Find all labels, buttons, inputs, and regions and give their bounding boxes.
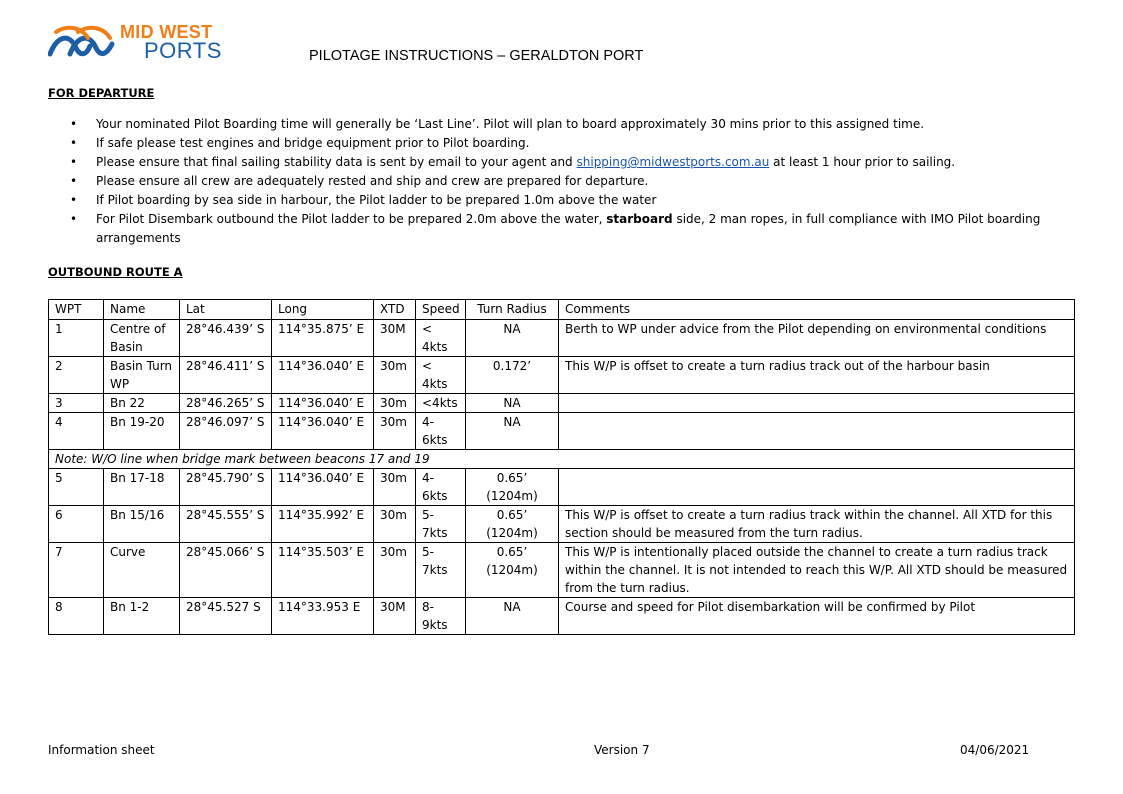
table-cell: 30m	[374, 413, 416, 450]
logo-line1: MID WEST	[120, 22, 213, 42]
table-cell: 28°46.265’ S	[180, 394, 272, 413]
email-link[interactable]: shipping@midwestports.com.au	[576, 155, 770, 169]
bullet-item: • If safe please test engines and bridge equipment prior to Pilot boarding.	[48, 134, 1048, 153]
table-cell: 6	[49, 506, 104, 543]
table-cell: NA	[466, 394, 559, 413]
table-body-b	[49, 469, 1075, 635]
table-cell: 114°35.992’ E	[272, 506, 374, 543]
table-cell	[559, 413, 1075, 450]
table-cell: 114°36.040’ E	[272, 469, 374, 506]
table-body-a	[49, 320, 1075, 450]
table-cell: Bn 19-20	[104, 413, 180, 450]
bullet-item: • If Pilot boarding by sea side in harbour, the Pilot ladder to be prepared 1.0m above the water	[48, 191, 1048, 210]
table-cell: Bn 17-18	[104, 469, 180, 506]
table-cell: < 4kts	[416, 357, 466, 394]
bullet-item: • Please ensure all crew are adequately rested and ship and crew are prepared for departure.	[48, 172, 1048, 191]
footer-date: 04/06/2021	[960, 743, 1030, 757]
table-cell: 30m	[374, 506, 416, 543]
bullet-item: • Please ensure that final sailing stability data is sent by email to your agent and shipping@midwestports.com.au at least 1 hour prior to sailing.	[48, 153, 1048, 172]
table-cell: Berth to WP under advice from the Pilot depending on environmental conditions	[559, 320, 1075, 357]
table-cell: 114°35.875’ E	[272, 320, 374, 357]
page-title: PILOTAGE INSTRUCTIONS – GERALDTON PORT	[309, 48, 644, 64]
logo-line2: PORTS	[144, 38, 222, 63]
table-cell: 28°46.411’ S	[180, 357, 272, 394]
column-header: Long	[272, 300, 374, 320]
departure-heading: FOR DEPARTURE	[48, 86, 155, 100]
table-cell: Course and speed for Pilot disembarkation will be confirmed by Pilot	[559, 598, 1075, 635]
bullet-item: • For Pilot Disembark outbound the Pilot ladder to be prepared 2.0m above the water, starboard side, 2 man ropes, in full compliance with IMO Pilot boarding arrangements	[48, 210, 1048, 248]
mid-west-ports-logo	[48, 22, 222, 66]
column-header: Lat	[180, 300, 272, 320]
table-cell: 4	[49, 413, 104, 450]
table-cell: 30M	[374, 320, 416, 357]
table-cell: 28°46.097’ S	[180, 413, 272, 450]
table-cell: NA	[466, 413, 559, 450]
table-cell: < 4kts	[416, 320, 466, 357]
table-row	[49, 357, 1075, 394]
table-cell: 28°45.555’ S	[180, 506, 272, 543]
table-row	[49, 469, 1075, 506]
table-cell: Basin Turn WP	[104, 357, 180, 394]
table-cell: 28°45.066’ S	[180, 543, 272, 598]
note-row	[49, 450, 1075, 469]
table-cell: This W/P is intentionally placed outside the channel to create a turn radius track within the channel. It is not intended to reach this W/P. All XTD should be measured from the turn radius.	[559, 543, 1075, 598]
table-cell: 4-6kts	[416, 469, 466, 506]
table-cell: 30m	[374, 469, 416, 506]
departure-bullet-list	[48, 115, 1048, 248]
table-cell: 28°45.790’ S	[180, 469, 272, 506]
table-cell: 28°46.439’ S	[180, 320, 272, 357]
column-header: Speed	[416, 300, 466, 320]
table-header-row	[49, 300, 1075, 320]
column-header: Comments	[559, 300, 1075, 320]
column-header: XTD	[374, 300, 416, 320]
waypoint-table	[48, 299, 1075, 635]
table-cell: NA	[466, 598, 559, 635]
table-cell: <4kts	[416, 394, 466, 413]
table-cell: 0.65’ (1204m)	[466, 543, 559, 598]
note-text: Note: W/O line when bridge mark between beacons 17 and 19	[49, 450, 1075, 469]
table-cell: 0.172’	[466, 357, 559, 394]
table-cell: 7	[49, 543, 104, 598]
table-cell: NA	[466, 320, 559, 357]
table-cell: This W/P is offset to create a turn radius track within the channel. All XTD for this section should be measured from the turn radius.	[559, 506, 1075, 543]
table-cell: 114°35.503’ E	[272, 543, 374, 598]
table-cell: 114°36.040’ E	[272, 413, 374, 450]
table-cell: This W/P is offset to create a turn radius track out of the harbour basin	[559, 357, 1075, 394]
route-heading: OUTBOUND ROUTE A	[48, 265, 183, 279]
table-row	[49, 598, 1075, 635]
table-cell: 114°33.953 E	[272, 598, 374, 635]
table-cell	[559, 469, 1075, 506]
column-header: Name	[104, 300, 180, 320]
table-cell: 114°36.040’ E	[272, 394, 374, 413]
table-cell: 8-9kts	[416, 598, 466, 635]
footer-version: Version 7	[594, 743, 650, 757]
table-note	[49, 450, 1075, 469]
table-cell: 30m	[374, 357, 416, 394]
table-cell: 30m	[374, 394, 416, 413]
table-cell: 4-6kts	[416, 413, 466, 450]
column-header: WPT	[49, 300, 104, 320]
table-cell: 5-7kts	[416, 543, 466, 598]
table-cell: 30m	[374, 543, 416, 598]
table-cell: 0.65’ (1204m)	[466, 506, 559, 543]
column-header: Turn Radius	[466, 300, 559, 320]
table-row	[49, 413, 1075, 450]
table-cell: Centre of Basin	[104, 320, 180, 357]
table-cell: 1	[49, 320, 104, 357]
table-cell: 30M	[374, 598, 416, 635]
table-cell: 8	[49, 598, 104, 635]
table-cell: Bn 15/16	[104, 506, 180, 543]
table-cell: Curve	[104, 543, 180, 598]
table-cell	[559, 394, 1075, 413]
table-cell: 5	[49, 469, 104, 506]
table-row	[49, 320, 1075, 357]
table-cell: 0.65’ (1204m)	[466, 469, 559, 506]
table-row	[49, 543, 1075, 598]
table-cell: 2	[49, 357, 104, 394]
table-cell: 5-7kts	[416, 506, 466, 543]
table-cell: Bn 1-2	[104, 598, 180, 635]
footer-left: Information sheet	[48, 743, 155, 757]
table-row	[49, 506, 1075, 543]
waves-icon	[48, 24, 120, 64]
table-cell: 3	[49, 394, 104, 413]
table-cell: Bn 22	[104, 394, 180, 413]
table-cell: 114°36.040’ E	[272, 357, 374, 394]
table-row	[49, 394, 1075, 413]
bullet-item: • Your nominated Pilot Boarding time will generally be ‘Last Line’. Pilot will plan to board approximately 30 mins prior to this assigned time.	[48, 115, 1048, 134]
table-cell: 28°45.527 S	[180, 598, 272, 635]
